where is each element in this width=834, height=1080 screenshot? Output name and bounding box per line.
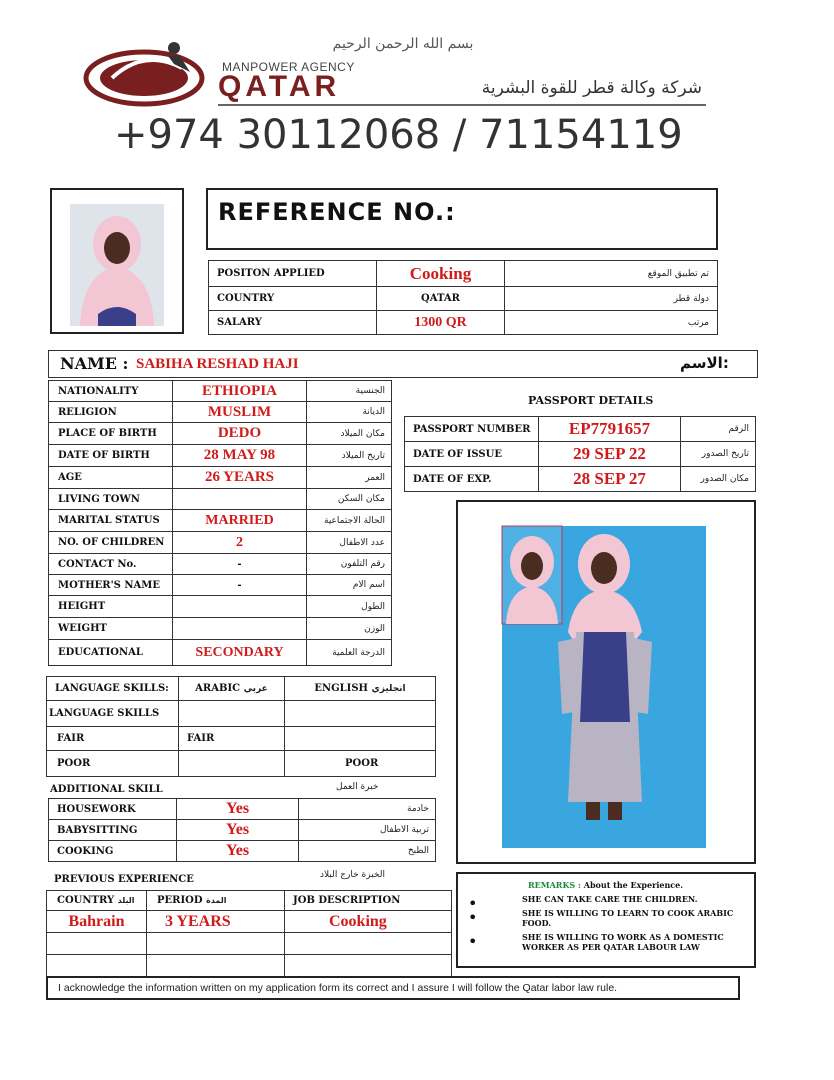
portrait-photo bbox=[70, 204, 164, 326]
experience-country-label: COUNTRY bbox=[57, 895, 115, 906]
detail-label: NATIONALITY bbox=[49, 381, 173, 402]
job-label: COUNTRY bbox=[209, 287, 377, 311]
detail-value: 26 YEARS bbox=[173, 467, 307, 489]
detail-label: WEIGHT bbox=[49, 618, 173, 640]
passport-label: PASSPORT NUMBER bbox=[405, 417, 539, 442]
experience-table bbox=[46, 890, 452, 977]
detail-value bbox=[173, 489, 307, 510]
language-arabic-label: ARABIC bbox=[195, 683, 241, 694]
passport-value: EP7791657 bbox=[539, 417, 681, 442]
passport-label-arabic: الرقم bbox=[681, 417, 756, 442]
table-row bbox=[405, 467, 756, 492]
passport-label: DATE OF ISSUE bbox=[405, 442, 539, 467]
experience-country-label-ar: البلد bbox=[117, 896, 135, 905]
detail-label-arabic: الحالة الاجتماعية bbox=[307, 510, 392, 532]
header-divider bbox=[218, 104, 706, 106]
passport-value: 29 SEP 22 bbox=[539, 442, 681, 467]
agency-subtitle: MANPOWER AGENCY bbox=[222, 60, 355, 74]
agency-logo-icon bbox=[82, 38, 212, 108]
detail-label-arabic: مكان الميلاد bbox=[307, 423, 392, 445]
skill-label-arabic: تربية الاطفال bbox=[299, 820, 436, 841]
remarks-heading-label: REMARKS : bbox=[528, 880, 581, 890]
table-row bbox=[49, 640, 392, 666]
language-cell bbox=[285, 727, 436, 751]
job-label-arabic: تم تطبيق الموقع bbox=[505, 261, 718, 287]
language-row-label: LANGUAGE SKILLS bbox=[47, 701, 179, 727]
detail-value: MARRIED bbox=[173, 510, 307, 532]
language-level: FAIR bbox=[179, 727, 285, 751]
skill-value: Yes bbox=[177, 799, 299, 820]
phone-numbers: +974 30112068 / 71154119 bbox=[114, 112, 683, 158]
detail-label: HEIGHT bbox=[49, 596, 173, 618]
table-row bbox=[47, 933, 452, 955]
table-row bbox=[47, 751, 436, 777]
job-label: POSITON APPLIED bbox=[209, 261, 377, 287]
detail-value: SECONDARY bbox=[173, 640, 307, 666]
language-row-label: POOR bbox=[47, 751, 179, 777]
passport-value: 28 SEP 27 bbox=[539, 467, 681, 492]
experience-period-header bbox=[147, 891, 285, 911]
table-row bbox=[49, 575, 392, 596]
detail-label-arabic: الوزن bbox=[307, 618, 392, 640]
detail-label-arabic: العمر bbox=[307, 467, 392, 489]
table-row bbox=[49, 489, 392, 510]
language-row-label: FAIR bbox=[47, 727, 179, 751]
remark-item: SHE IS WILLING TO LEARN TO COOK ARABIC FOOD. bbox=[522, 908, 734, 928]
detail-value: MUSLIM bbox=[173, 402, 307, 423]
detail-value bbox=[173, 618, 307, 640]
detail-label: MOTHER'S NAME bbox=[49, 575, 173, 596]
table-row bbox=[49, 841, 436, 862]
language-cell bbox=[179, 701, 285, 727]
detail-label-arabic: الدرجة العلمية bbox=[307, 640, 392, 666]
detail-label-arabic: الديانة bbox=[307, 402, 392, 423]
table-row bbox=[49, 445, 392, 467]
language-arabic-label-ar: عربي bbox=[243, 684, 268, 694]
detail-label: PLACE OF BIRTH bbox=[49, 423, 173, 445]
experience-cell bbox=[285, 955, 452, 977]
detail-label: LIVING TOWN bbox=[49, 489, 173, 510]
language-english-label-ar: انجليزي bbox=[371, 684, 406, 694]
full-body-photo-frame bbox=[456, 500, 756, 864]
experience-country-header bbox=[47, 891, 147, 911]
detail-label-arabic: اسم الام bbox=[307, 575, 392, 596]
detail-label-arabic: رقم التلفون bbox=[307, 554, 392, 575]
passport-label-arabic: تاريخ الصدور bbox=[681, 442, 756, 467]
table-row bbox=[49, 820, 436, 841]
table-row bbox=[49, 510, 392, 532]
acknowledgement-statement: I acknowledge the information written on my application form its correct and I assure I will follow the Qatar labor law rule. bbox=[46, 976, 740, 1000]
passport-table bbox=[404, 416, 756, 492]
agency-name-arabic: شركة وكالة قطر للقوة البشرية bbox=[481, 78, 702, 98]
detail-label: AGE bbox=[49, 467, 173, 489]
experience-period: 3 YEARS bbox=[147, 911, 285, 933]
job-label-arabic: مرتب bbox=[505, 311, 718, 335]
previous-experience-title: PREVIOUS EXPERIENCE bbox=[54, 874, 194, 885]
remarks-heading bbox=[528, 880, 683, 890]
language-level: POOR bbox=[285, 751, 436, 777]
detail-label: RELIGION bbox=[49, 402, 173, 423]
table-row bbox=[49, 618, 392, 640]
portrait-photo-frame bbox=[50, 188, 184, 334]
language-cell bbox=[179, 751, 285, 777]
passport-label: DATE OF EXP. bbox=[405, 467, 539, 492]
remarks-heading-rest: About the Experience. bbox=[583, 880, 684, 890]
detail-value: - bbox=[173, 575, 307, 596]
table-row bbox=[49, 467, 392, 489]
name-label-arabic: الاسم: bbox=[680, 354, 729, 372]
detail-value: - bbox=[173, 554, 307, 575]
detail-label-arabic: مكان السكن bbox=[307, 489, 392, 510]
skill-label-arabic: خادمة bbox=[299, 799, 436, 820]
language-english-header bbox=[285, 677, 436, 701]
skill-label: COOKING bbox=[49, 841, 177, 862]
passport-details-title: PASSPORT DETAILS bbox=[528, 394, 654, 407]
experience-job-header: JOB DESCRIPTION bbox=[285, 891, 452, 911]
job-label: SALARY bbox=[209, 311, 377, 335]
skill-label-arabic: الطبخ bbox=[299, 841, 436, 862]
job-value: QATAR bbox=[377, 287, 505, 311]
table-row bbox=[209, 287, 718, 311]
table-row bbox=[49, 554, 392, 575]
detail-value: 2 bbox=[173, 532, 307, 554]
table-row bbox=[47, 955, 452, 977]
skill-value: Yes bbox=[177, 820, 299, 841]
detail-label: MARITAL STATUS bbox=[49, 510, 173, 532]
job-value: Cooking bbox=[377, 261, 505, 287]
remark-item: SHE IS WILLING TO WORK AS A DOMESTIC WORKER AS PER QATAR LABOUR LAW bbox=[522, 932, 724, 952]
experience-cell bbox=[147, 955, 285, 977]
skill-label: HOUSEWORK bbox=[49, 799, 177, 820]
detail-label: NO. OF CHILDREN bbox=[49, 532, 173, 554]
table-row bbox=[49, 799, 436, 820]
experience-period-label-ar: المدة bbox=[206, 896, 227, 905]
detail-label-arabic: عدد الاطفال bbox=[307, 532, 392, 554]
skills-table bbox=[48, 798, 436, 862]
remark-bullet: • bbox=[468, 932, 478, 951]
table-row bbox=[47, 677, 436, 701]
table-row bbox=[47, 701, 436, 727]
personal-details-table bbox=[48, 380, 392, 666]
detail-label: DATE OF BIRTH bbox=[49, 445, 173, 467]
language-cell bbox=[285, 701, 436, 727]
table-row bbox=[49, 596, 392, 618]
table-row bbox=[49, 532, 392, 554]
bismillah-calligraphy: بسم الله الرحمن الرحيم bbox=[332, 36, 474, 52]
remark-item: SHE CAN TAKE CARE THE CHILDREN. bbox=[522, 894, 698, 904]
table-row bbox=[405, 442, 756, 467]
experience-cell bbox=[47, 933, 147, 955]
table-row bbox=[49, 402, 392, 423]
table-row bbox=[405, 417, 756, 442]
skill-label: BABYSITTING bbox=[49, 820, 177, 841]
experience-country: Bahrain bbox=[47, 911, 147, 933]
agency-name: QATAR bbox=[218, 70, 341, 103]
detail-value: DEDO bbox=[173, 423, 307, 445]
detail-value: ETHIOPIA bbox=[173, 381, 307, 402]
table-row bbox=[49, 381, 392, 402]
skill-value: Yes bbox=[177, 841, 299, 862]
full-body-photo bbox=[458, 502, 754, 862]
detail-value bbox=[173, 596, 307, 618]
additional-skill-title: ADDITIONAL SKILL bbox=[50, 784, 163, 795]
portrait-illustration-icon bbox=[70, 204, 164, 326]
experience-cell bbox=[285, 933, 452, 955]
experience-period-label: PERIOD bbox=[157, 895, 203, 906]
detail-label: EDUCATIONAL bbox=[49, 640, 173, 666]
remarks-box bbox=[456, 872, 756, 968]
table-row bbox=[49, 423, 392, 445]
table-row bbox=[47, 891, 452, 911]
job-label-arabic: دولة قطر bbox=[505, 287, 718, 311]
reference-label: REFERENCE NO.: bbox=[218, 198, 456, 226]
experience-cell bbox=[47, 955, 147, 977]
passport-label-arabic: مكان الصدور bbox=[681, 467, 756, 492]
table-row bbox=[47, 911, 452, 933]
table-row bbox=[209, 311, 718, 335]
job-value: 1300 QR bbox=[377, 311, 505, 335]
language-arabic-header bbox=[179, 677, 285, 701]
language-table bbox=[46, 676, 436, 777]
detail-value: 28 MAY 98 bbox=[173, 445, 307, 467]
name-label: NAME : bbox=[60, 354, 129, 373]
experience-job: Cooking bbox=[285, 911, 452, 933]
additional-skill-title-arabic: خبرة العمل bbox=[336, 782, 379, 792]
detail-label-arabic: الجنسية bbox=[307, 381, 392, 402]
applicant-name: SABIHA RESHAD HAJI bbox=[136, 356, 299, 372]
detail-label-arabic: تاريخ الميلاد bbox=[307, 445, 392, 467]
language-header: LANGUAGE SKILLS: bbox=[47, 677, 179, 701]
table-row bbox=[47, 727, 436, 751]
remark-bullet: • bbox=[468, 894, 478, 913]
detail-label: CONTACT No. bbox=[49, 554, 173, 575]
previous-experience-title-arabic: الخبرة خارج البلاد bbox=[320, 870, 385, 880]
remark-bullet: • bbox=[468, 908, 478, 927]
detail-label-arabic: الطول bbox=[307, 596, 392, 618]
experience-cell bbox=[147, 933, 285, 955]
table-row bbox=[209, 261, 718, 287]
language-english-label: ENGLISH bbox=[314, 683, 369, 694]
job-table bbox=[208, 260, 718, 335]
